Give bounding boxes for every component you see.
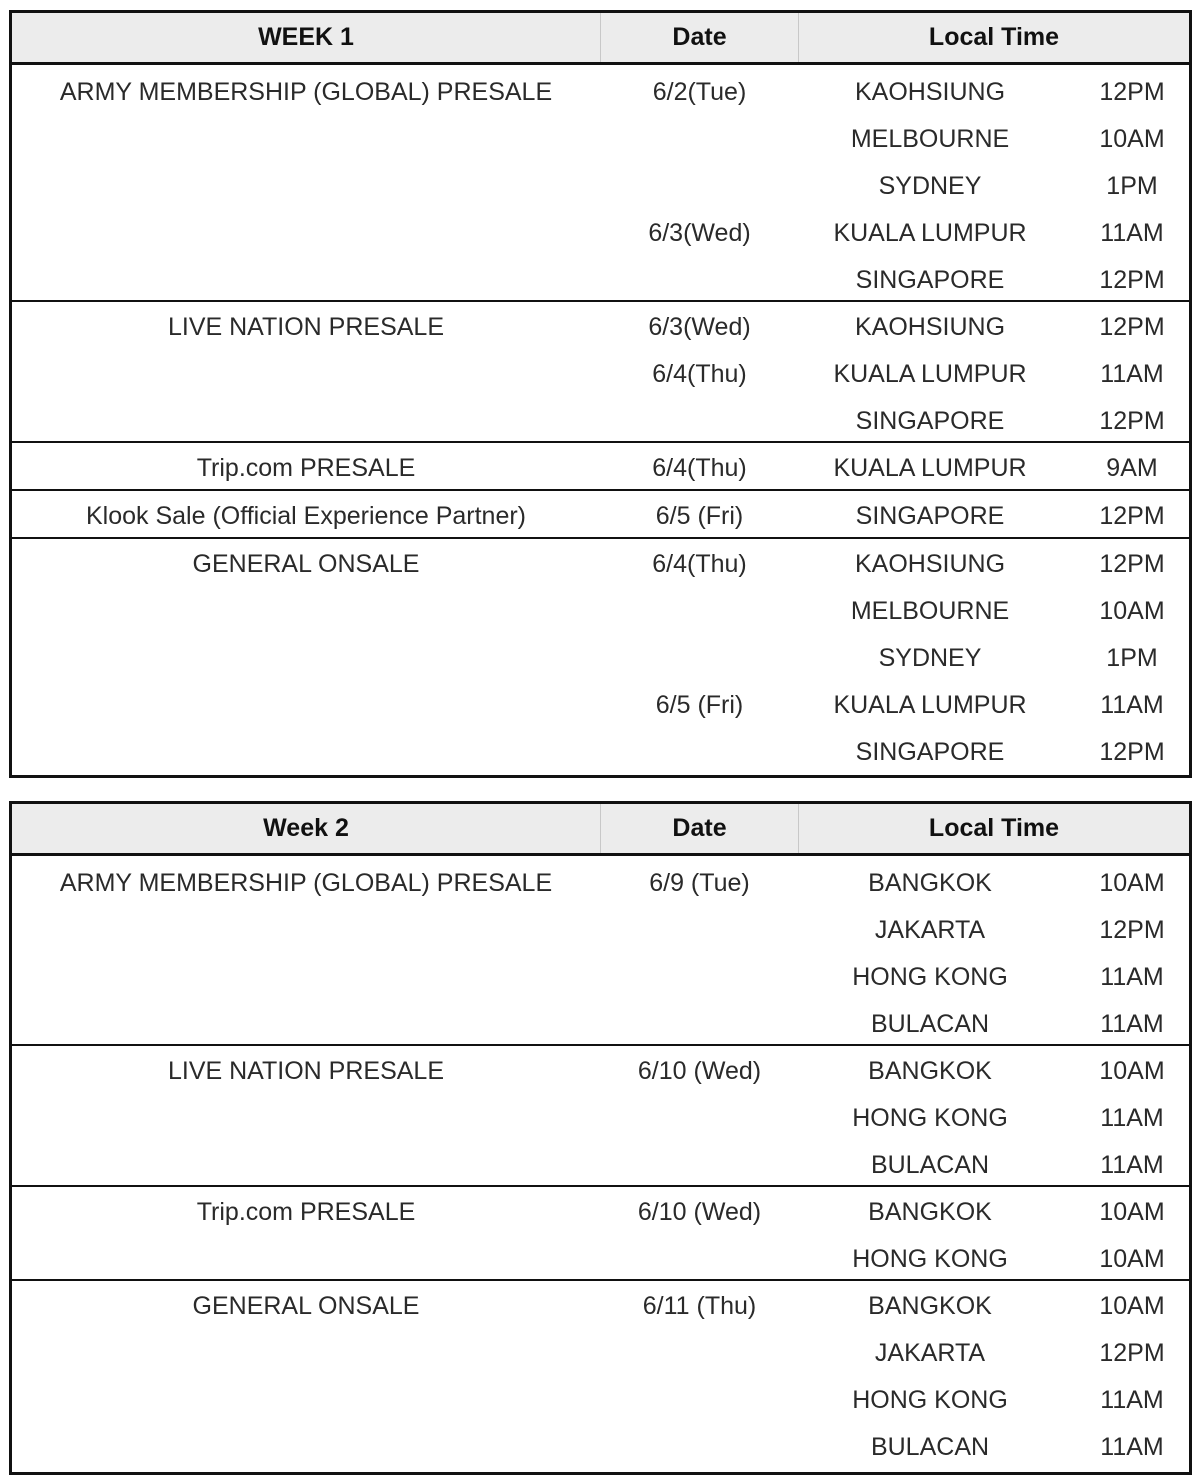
event-name: Klook Sale (Official Experience Partner) [85, 502, 526, 530]
local-time: 10AM [1099, 1292, 1165, 1320]
local-time: 10AM [1099, 125, 1165, 153]
event-name: GENERAL ONSALE [192, 550, 420, 578]
local-time: 9AM [1106, 454, 1158, 482]
local-time: 11AM [1100, 219, 1164, 247]
event-group [12, 537, 1189, 769]
sale-date: 6/2(Tue) [652, 78, 747, 106]
local-time: 10AM [1099, 869, 1165, 897]
sale-date: 6/4(Thu) [652, 360, 747, 388]
local-time: 10AM [1099, 1198, 1165, 1226]
city-name: KUALA LUMPUR [833, 360, 1027, 388]
sale-date: 6/3(Wed) [648, 313, 751, 341]
city-name: BULACAN [870, 1151, 990, 1179]
city-name: SINGAPORE [855, 266, 1005, 294]
event-name: ARMY MEMBERSHIP (GLOBAL) PRESALE [59, 869, 553, 897]
event-group [12, 1185, 1189, 1279]
local-time: 12PM [1099, 502, 1165, 530]
local-time: 10AM [1099, 1057, 1165, 1085]
local-time: 11AM [1100, 963, 1164, 991]
city-name: BANGKOK [868, 1198, 992, 1226]
local-time: 12PM [1099, 916, 1165, 944]
local-time: 11AM [1100, 1010, 1164, 1038]
table-body [12, 856, 1189, 1465]
city-name: HONG KONG [852, 1245, 1008, 1273]
sale-date: 6/10 (Wed) [637, 1198, 762, 1226]
event-name: GENERAL ONSALE [192, 1292, 420, 1320]
event-name: ARMY MEMBERSHIP (GLOBAL) PRESALE [59, 78, 553, 106]
local-time: 10AM [1099, 1245, 1165, 1273]
event-group [12, 441, 1189, 489]
event-group [12, 1279, 1189, 1465]
event-name: Trip.com PRESALE [196, 1198, 416, 1226]
city-name: BANGKOK [868, 1057, 992, 1085]
event-column-header: Week 2 [12, 804, 601, 853]
local-time-column-header: Local Time [928, 23, 1060, 51]
city-name: HONG KONG [852, 963, 1008, 991]
local-time: 12PM [1099, 313, 1165, 341]
city-name: KUALA LUMPUR [833, 454, 1027, 482]
date-column-header: Date [601, 804, 799, 853]
table-header [12, 13, 1189, 65]
sale-date: 6/3(Wed) [648, 219, 751, 247]
week-2-schedule-table [9, 801, 1192, 1475]
local-time: 12PM [1099, 738, 1165, 766]
city-name: MELBOURNE [850, 125, 1010, 153]
city-name: HONG KONG [852, 1104, 1008, 1132]
event-column-header: WEEK 1 [12, 13, 601, 62]
date-column-header: Date [601, 13, 799, 62]
city-name: MELBOURNE [850, 597, 1010, 625]
event-group [12, 300, 1189, 441]
city-name: BULACAN [870, 1010, 990, 1038]
city-name: KUALA LUMPUR [833, 691, 1027, 719]
sale-date: 6/11 (Thu) [642, 1292, 757, 1320]
local-time: 10AM [1099, 597, 1165, 625]
sale-date: 6/10 (Wed) [637, 1057, 762, 1085]
city-name: KUALA LUMPUR [833, 219, 1027, 247]
event-group [12, 65, 1189, 300]
city-name: BULACAN [870, 1433, 990, 1461]
event-name: LIVE NATION PRESALE [167, 313, 444, 341]
local-time: 11AM [1100, 1433, 1164, 1461]
sale-date: 6/9 (Tue) [649, 869, 750, 897]
event-group [12, 489, 1189, 537]
event-name: Trip.com PRESALE [196, 454, 416, 482]
city-name: KAOHSIUNG [854, 313, 1006, 341]
sale-date: 6/4(Thu) [652, 454, 747, 482]
local-time: 11AM [1100, 1104, 1164, 1132]
local-time: 11AM [1100, 691, 1164, 719]
city-name: SINGAPORE [855, 738, 1005, 766]
local-time: 1PM [1106, 644, 1158, 672]
week-1-schedule-table [9, 10, 1192, 778]
city-name: HONG KONG [852, 1386, 1008, 1414]
city-name: BANGKOK [868, 869, 992, 897]
city-name: SINGAPORE [855, 407, 1005, 435]
event-name: LIVE NATION PRESALE [167, 1057, 444, 1085]
local-time: 11AM [1100, 1151, 1164, 1179]
local-time-column-header: Local Time [928, 814, 1060, 842]
city-name: SYDNEY [878, 644, 982, 672]
local-time: 11AM [1100, 1386, 1164, 1414]
local-time: 1PM [1106, 172, 1158, 200]
local-time: 12PM [1099, 550, 1165, 578]
city-name: KAOHSIUNG [854, 550, 1006, 578]
local-time: 12PM [1099, 1339, 1165, 1367]
sale-date: 6/4(Thu) [652, 550, 747, 578]
local-time: 12PM [1099, 266, 1165, 294]
event-group [12, 1044, 1189, 1185]
table-body [12, 65, 1189, 769]
city-name: JAKARTA [874, 1339, 986, 1367]
table-header [12, 804, 1189, 856]
local-time: 12PM [1099, 78, 1165, 106]
local-time: 11AM [1100, 360, 1164, 388]
sale-date: 6/5 (Fri) [655, 502, 744, 530]
city-name: SINGAPORE [855, 502, 1005, 530]
city-name: JAKARTA [874, 916, 986, 944]
local-time: 12PM [1099, 407, 1165, 435]
event-group [12, 856, 1189, 1044]
sale-date: 6/5 (Fri) [655, 691, 744, 719]
city-name: KAOHSIUNG [854, 78, 1006, 106]
city-name: BANGKOK [868, 1292, 992, 1320]
city-name: SYDNEY [878, 172, 982, 200]
